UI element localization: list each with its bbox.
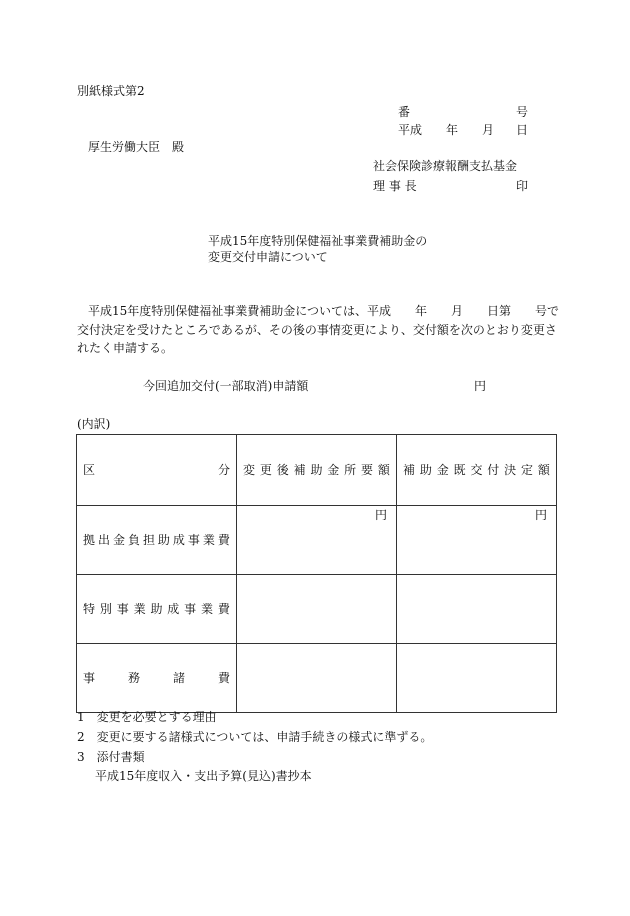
header-col1-char: 変 — [243, 463, 256, 477]
row-label-3-char: 費 — [217, 671, 230, 685]
row-label-3-char: 務 — [127, 671, 140, 685]
row-label-cell — [77, 575, 237, 644]
header-col1-cell — [237, 435, 397, 506]
header-col2-char: 補 — [403, 463, 416, 477]
row-label-2-char: 別 — [99, 602, 112, 616]
header-col2-cell — [397, 435, 557, 506]
date-era: 平成 — [398, 123, 423, 137]
header-col2-char: 金 — [436, 463, 449, 477]
row-label-2 — [77, 603, 236, 615]
header-col2-char: 既 — [453, 463, 466, 477]
table-row — [77, 506, 557, 575]
seal-mark: 印 — [516, 179, 529, 193]
row-label-2-char: 業 — [201, 602, 214, 616]
header-col1-char: 金 — [327, 463, 340, 477]
attachment-item: 平成15年度収入・支出予算(見込)書抄本 — [95, 769, 312, 783]
sender-title: 理 事 長 — [373, 179, 417, 193]
yen-unit: 円 — [534, 508, 547, 522]
date-month: 月 — [482, 123, 495, 137]
header-col2 — [397, 464, 556, 476]
header-col2-char: 助 — [419, 463, 432, 477]
header-col1-char: 更 — [259, 463, 272, 477]
row2-col2-cell — [397, 575, 557, 644]
row-label-2-char: 費 — [217, 602, 230, 616]
header-category-right: 分 — [217, 463, 230, 477]
row3-col1-cell — [237, 644, 397, 713]
date-year: 年 — [446, 123, 459, 137]
header-category-cell — [77, 435, 237, 506]
amount-label: 今回追加交付(一部取消)申請額 — [143, 379, 309, 393]
table-header-row — [77, 435, 557, 506]
row-label-1-char: 成 — [172, 533, 185, 547]
row2-col1-cell — [237, 575, 397, 644]
note-3: 3 添付書類 — [77, 750, 145, 764]
row-label-1-char: 負 — [127, 533, 140, 547]
date-day: 日 — [516, 123, 529, 137]
row1-col2-cell — [397, 506, 557, 575]
breakdown-table — [76, 434, 557, 713]
row-label-1-char: 拠 — [83, 533, 96, 547]
row-label-1-char: 事 — [187, 533, 200, 547]
amount-unit: 円 — [474, 379, 487, 393]
row1-col1-cell — [237, 506, 397, 575]
header-col1-char: 要 — [361, 463, 374, 477]
note-2: 2 変更に要する諸様式については、申請手続きの様式に準ずる。 — [77, 730, 433, 744]
row-label-cell — [77, 506, 237, 575]
row-label-2-char: 助 — [150, 602, 163, 616]
row-label-2-char: 事 — [184, 602, 197, 616]
header-col1 — [237, 464, 396, 476]
row-label-3-char: 諸 — [172, 671, 185, 685]
header-col2-char: 交 — [470, 463, 483, 477]
row-label-2-char: 業 — [133, 602, 146, 616]
body-line-3: れたく申請する。 — [77, 341, 174, 355]
row-label-cell — [77, 644, 237, 713]
header-col2-char: 額 — [537, 463, 550, 477]
header-col1-char: 額 — [377, 463, 390, 477]
row3-col2-cell — [397, 644, 557, 713]
header-col2-char: 定 — [521, 463, 534, 477]
row-label-1-char: 業 — [202, 533, 215, 547]
note-1: 1 変更を必要とする理由 — [77, 710, 217, 724]
addressee: 厚生労働大臣 殿 — [88, 140, 185, 154]
row-label-2-char: 特 — [83, 602, 96, 616]
row-label-1-char: 費 — [217, 533, 230, 547]
header-col2-char: 付 — [487, 463, 500, 477]
sender-org: 社会保険診療報酬支払基金 — [373, 159, 518, 173]
row-label-3-char: 事 — [83, 671, 96, 685]
row-label-1 — [77, 534, 236, 546]
breakdown-label: (内訳) — [77, 417, 111, 431]
table-row — [77, 575, 557, 644]
row-label-1-char: 金 — [112, 533, 125, 547]
row-label-2-char: 成 — [167, 602, 180, 616]
header-col1-char: 所 — [344, 463, 357, 477]
yen-unit: 円 — [374, 508, 387, 522]
row-label-1-char: 出 — [97, 533, 110, 547]
row-label-2-char: 事 — [116, 602, 129, 616]
subject-line-1: 平成15年度特別保健福祉事業費補助金の — [208, 234, 428, 248]
row-label-1-char: 助 — [157, 533, 170, 547]
form-number: 別紙様式第2 — [77, 84, 145, 98]
row-label-1-char: 担 — [142, 533, 155, 547]
table-row — [77, 644, 557, 713]
header-col1-char: 後 — [276, 463, 289, 477]
body-line-2: 交付決定を受けたところであるが、その後の事情変更により、交付額を次のとおり変更さ — [77, 323, 557, 337]
header-category-left: 区 — [83, 463, 96, 477]
header-col1-char: 補 — [293, 463, 306, 477]
body-line-1: 平成15年度特別保健福祉事業費補助金については、平成 年 月 日第 号で — [88, 304, 560, 318]
row-label-3 — [77, 672, 236, 684]
number-suffix: 号 — [516, 105, 529, 119]
number-label: 番 — [398, 105, 411, 119]
header-col1-char: 助 — [310, 463, 323, 477]
header-col2-char: 決 — [504, 463, 517, 477]
subject-line-2: 変更交付申請について — [208, 250, 328, 264]
